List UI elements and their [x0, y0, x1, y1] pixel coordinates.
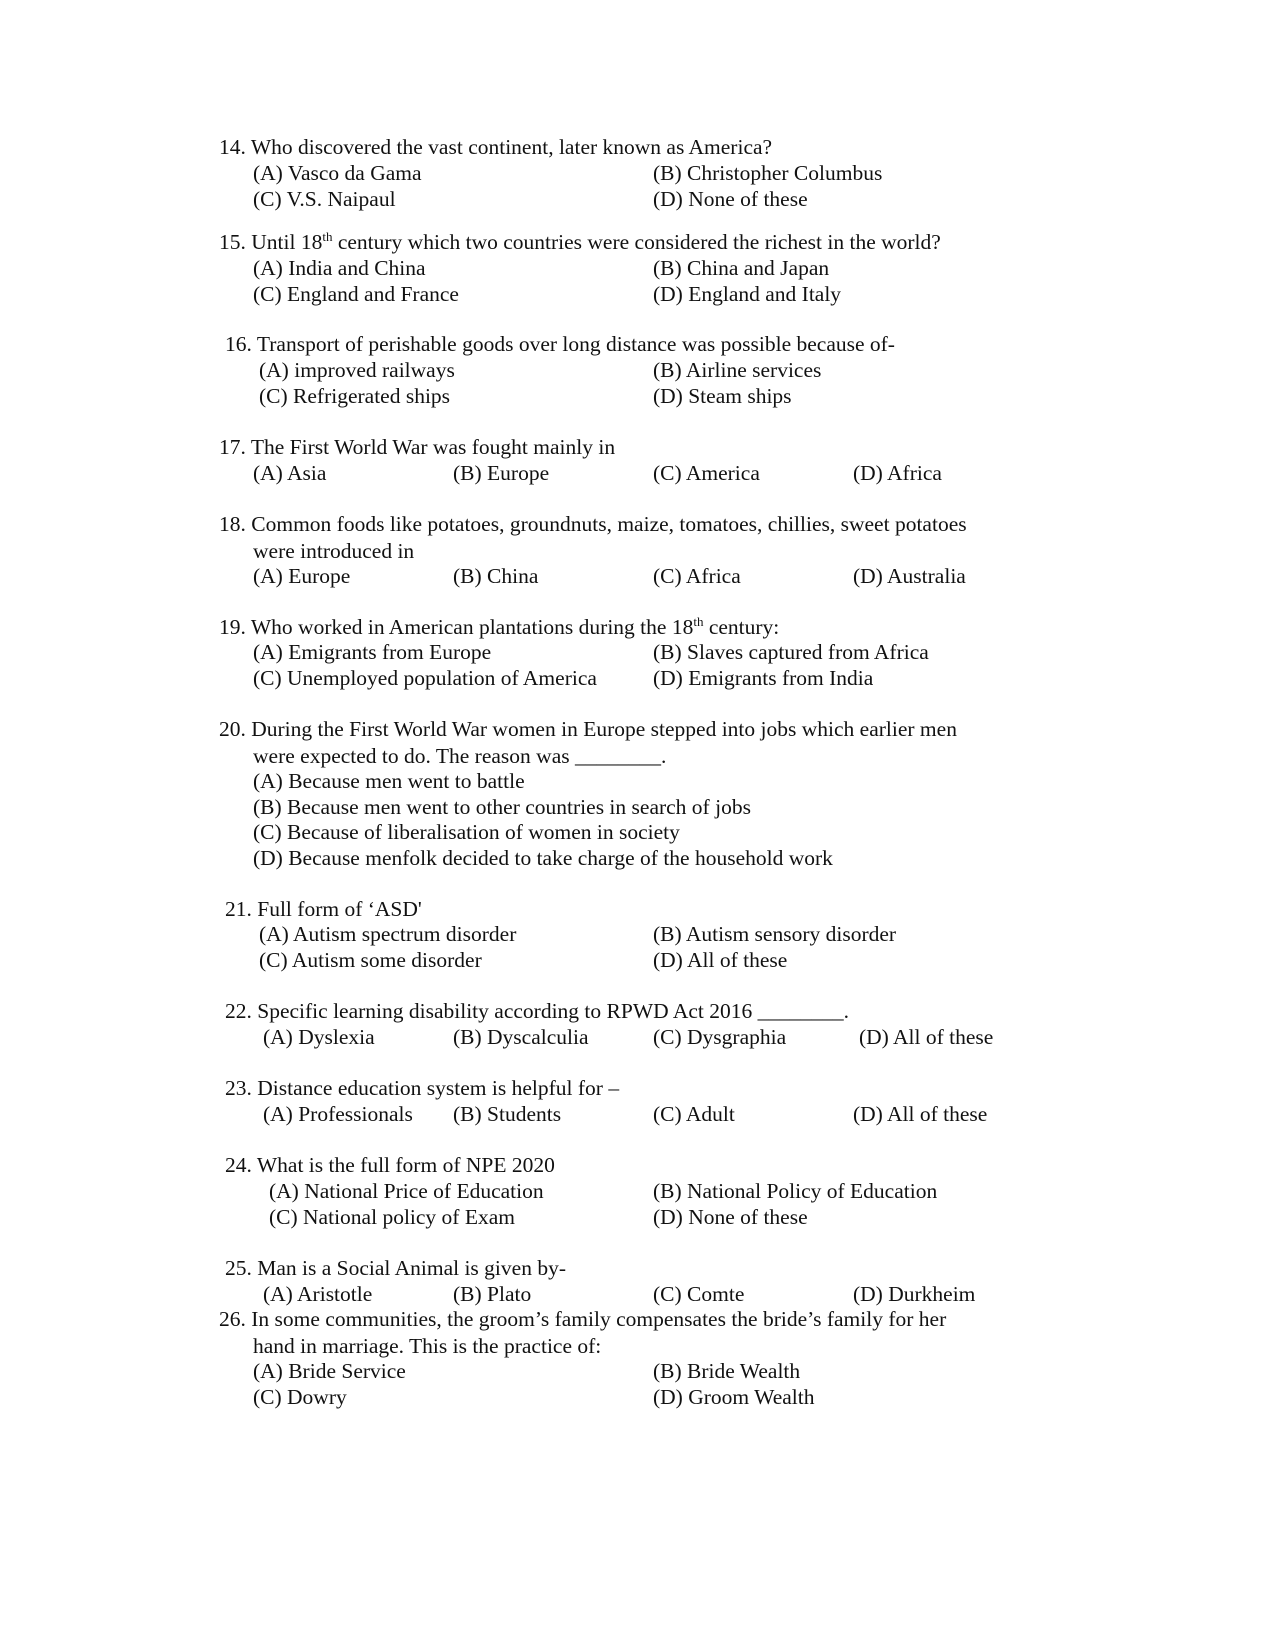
- option-a: (A) Autism spectrum disorder: [259, 922, 517, 946]
- question-number: 24.: [225, 1153, 252, 1177]
- option-c: (C) Adult: [653, 1102, 735, 1126]
- question-text-post: century:: [703, 615, 780, 639]
- option-b: (B) National Policy of Education: [653, 1179, 938, 1203]
- option-c: (C) Unemployed population of America: [253, 666, 597, 690]
- option-a: (A) Vasco da Gama: [253, 161, 422, 185]
- question-21: [225, 896, 422, 923]
- option-d: (D) Australia: [853, 564, 966, 588]
- option-a: (A) Europe: [253, 564, 351, 588]
- question-text: Man is a Social Animal is given by-: [257, 1256, 566, 1280]
- question-text: Specific learning disability according to RPWD Act 2016 ________.: [257, 999, 849, 1023]
- superscript: th: [693, 613, 704, 629]
- question-14: [219, 134, 772, 161]
- option-c: (C) America: [653, 461, 760, 485]
- question-number: 14.: [219, 135, 246, 159]
- question-number: 17.: [219, 435, 246, 459]
- question-16: [225, 331, 895, 358]
- option-b: (B) Autism sensory disorder: [653, 922, 897, 946]
- superscript: th: [322, 228, 333, 244]
- question-text: Distance education system is helpful for –: [257, 1076, 620, 1100]
- option-c: (C) V.S. Naipaul: [253, 187, 396, 211]
- question-text-continued: were expected to do. The reason was ________.: [253, 743, 667, 768]
- option-b: (B) Because men went to other countries in search of jobs: [253, 795, 751, 819]
- option-b: (B) Students: [453, 1102, 562, 1126]
- option-d: (D) Emigrants from India: [653, 666, 874, 690]
- option-a: (A) Professionals: [263, 1102, 413, 1126]
- question-text: In some communities, the groom’s family compensates the bride’s family for her: [251, 1307, 947, 1331]
- question-text-pre: Until 18: [251, 230, 323, 254]
- option-a: (A) India and China: [253, 256, 426, 280]
- question-text: Transport of perishable goods over long distance was possible because of-: [256, 332, 895, 356]
- question-25: [225, 1255, 566, 1282]
- question-text: Full form of ‘ASD': [257, 897, 422, 921]
- question-text: Who discovered the vast continent, later known as America?: [250, 135, 773, 159]
- question-number: 25.: [225, 1256, 252, 1280]
- option-b: (B) China: [453, 564, 539, 588]
- option-a: (A) Aristotle: [263, 1282, 373, 1306]
- option-b: (B) Plato: [453, 1282, 532, 1306]
- option-d: (D) All of these: [853, 1102, 988, 1126]
- option-d: (D) Groom Wealth: [653, 1385, 815, 1409]
- question-text: During the First World War women in Europe stepped into jobs which earlier men: [251, 717, 957, 741]
- question-number: 18.: [219, 512, 246, 536]
- question-text-pre: Who worked in American plantations during the 18: [250, 615, 694, 639]
- option-c: (C) Autism some disorder: [259, 948, 482, 972]
- question-text-continued: hand in marriage. This is the practice of:: [253, 1333, 602, 1358]
- question-text: What is the full form of NPE 2020: [256, 1153, 555, 1177]
- question-number: 16.: [225, 332, 252, 356]
- question-text-post: century which two countries were considered the richest in the world?: [332, 230, 941, 254]
- option-d: (D) Africa: [853, 461, 942, 485]
- option-c: (C) Because of liberalisation of women in society: [253, 820, 680, 844]
- option-d: (D) None of these: [653, 1205, 808, 1229]
- option-b: (B) China and Japan: [653, 256, 830, 280]
- question-number: 21.: [225, 897, 252, 921]
- question-number: 23.: [225, 1076, 252, 1100]
- question-number: 19.: [219, 615, 246, 639]
- option-d: (D) Durkheim: [853, 1282, 976, 1306]
- question-text-continued: were introduced in: [253, 538, 415, 563]
- option-c: (C) England and France: [253, 282, 459, 306]
- question-26: [219, 1306, 946, 1359]
- option-a: (A) Dyslexia: [263, 1025, 375, 1049]
- option-a: (A) Asia: [253, 461, 327, 485]
- option-d: (D) England and Italy: [653, 282, 842, 306]
- option-d: (D) All of these: [859, 1025, 994, 1049]
- option-a: (A) Because men went to battle: [253, 769, 525, 793]
- option-a: (A) Bride Service: [253, 1359, 406, 1383]
- question-15: [219, 229, 941, 256]
- question-text: Common foods like potatoes, groundnuts, maize, tomatoes, chillies, sweet potatoes: [251, 512, 967, 536]
- question-number: 15.: [219, 230, 246, 254]
- option-a: (A) Emigrants from Europe: [253, 640, 492, 664]
- option-a: (A) improved railways: [259, 358, 455, 382]
- option-b: (B) Dyscalculia: [453, 1025, 589, 1049]
- option-c: (C) Refrigerated ships: [259, 384, 451, 408]
- option-b: (B) Christopher Columbus: [653, 161, 883, 185]
- question-19: [219, 614, 779, 641]
- question-23: [225, 1075, 619, 1102]
- option-b: (B) Airline services: [653, 358, 822, 382]
- question-number: 26.: [219, 1307, 246, 1331]
- question-text: The First World War was fought mainly in: [250, 435, 616, 459]
- question-number: 20.: [219, 717, 246, 741]
- question-24: [225, 1152, 555, 1179]
- question-number: 22.: [225, 999, 252, 1023]
- option-a: (A) National Price of Education: [269, 1179, 544, 1203]
- option-c: (C) Dysgraphia: [653, 1025, 787, 1049]
- option-b: (B) Bride Wealth: [653, 1359, 801, 1383]
- option-d: (D) None of these: [653, 187, 808, 211]
- option-d: (D) Because menfolk decided to take charge of the household work: [253, 846, 833, 870]
- option-c: (C) Dowry: [253, 1385, 347, 1409]
- question-20: [219, 716, 957, 769]
- question-18: [219, 511, 967, 564]
- option-d: (D) Steam ships: [653, 384, 792, 408]
- option-c: (C) Comte: [653, 1282, 745, 1306]
- option-b: (B) Slaves captured from Africa: [653, 640, 929, 664]
- question-22: [225, 998, 849, 1025]
- option-b: (B) Europe: [453, 461, 550, 485]
- option-c: (C) National policy of Exam: [269, 1205, 515, 1229]
- option-c: (C) Africa: [653, 564, 741, 588]
- option-d: (D) All of these: [653, 948, 788, 972]
- question-17: [219, 434, 615, 461]
